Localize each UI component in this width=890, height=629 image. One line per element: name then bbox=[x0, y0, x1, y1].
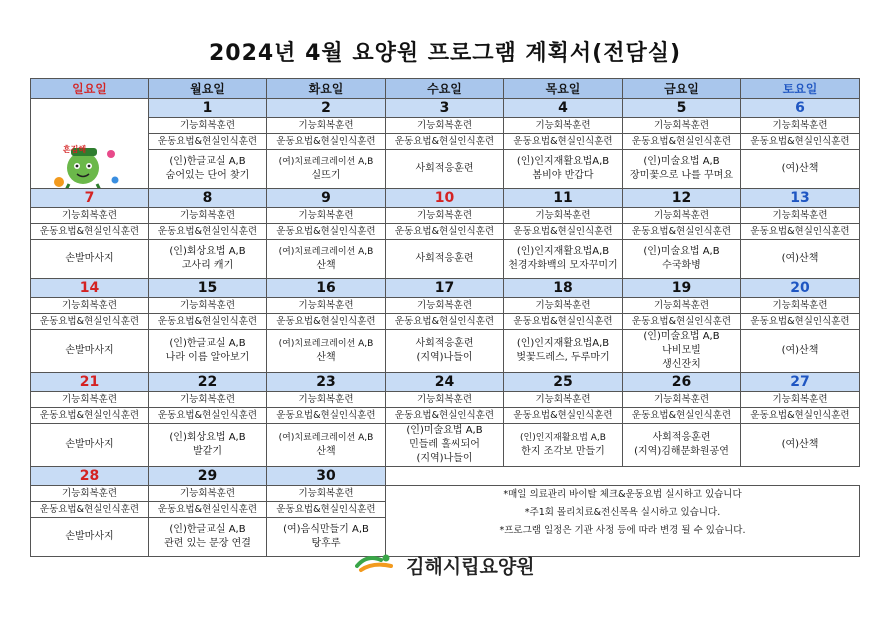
activity-cell bbox=[149, 240, 267, 279]
week-program-row bbox=[31, 486, 860, 502]
program-function-recovery: 기능회복훈련 bbox=[267, 486, 386, 502]
activity-cell bbox=[149, 518, 267, 557]
program-function-recovery: 기능회복훈련 bbox=[149, 118, 267, 134]
activity-line: (지역)김해문화원공연 bbox=[634, 446, 729, 457]
program-exercise-therapy: 운동요법&현실인식훈련 bbox=[31, 502, 149, 518]
activity-line: 손발마사지 bbox=[65, 531, 114, 542]
date-number: 21 bbox=[31, 373, 149, 392]
week-program-row bbox=[31, 408, 860, 424]
date-number: 8 bbox=[149, 189, 267, 208]
week-date-row bbox=[31, 279, 860, 298]
program-exercise-therapy: 운동요법&현실인식훈련 bbox=[267, 408, 386, 424]
program-function-recovery: 기능회복훈련 bbox=[149, 298, 267, 314]
activity-line: 수국화병 bbox=[662, 260, 701, 271]
activity-cell bbox=[267, 150, 386, 189]
program-exercise-therapy: 운동요법&현실인식훈련 bbox=[267, 502, 386, 518]
notes-header-blank bbox=[386, 467, 860, 486]
weekday-friday: 금요일 bbox=[623, 79, 741, 99]
activity-cell bbox=[31, 240, 149, 279]
activity-line: 사회적응훈련 bbox=[415, 253, 474, 264]
gimhae-city-logo-icon bbox=[355, 552, 395, 579]
note-line: *주1회 몰리치료&전신목욕 실시하고 있습니다. bbox=[524, 507, 721, 518]
activity-cell bbox=[623, 240, 741, 279]
date-number: 1 bbox=[149, 99, 267, 118]
activity-line: 사회적응훈련 bbox=[415, 338, 474, 349]
program-function-recovery: 기능회복훈련 bbox=[623, 298, 741, 314]
program-exercise-therapy: 운동요법&현실인식훈련 bbox=[623, 224, 741, 240]
activity-cell bbox=[504, 424, 623, 467]
activity-line: (여)산책 bbox=[781, 163, 819, 174]
week-program-row bbox=[31, 314, 860, 330]
program-exercise-therapy: 운동요법&현실인식훈련 bbox=[386, 314, 504, 330]
program-exercise-therapy: 운동요법&현실인식훈련 bbox=[149, 502, 267, 518]
date-number: 11 bbox=[504, 189, 623, 208]
date-number: 10 bbox=[386, 189, 504, 208]
note-line: *매일 의료관리 바이탈 체크&운동요법 실시하고 있습니다 bbox=[503, 489, 742, 500]
date-number: 13 bbox=[741, 189, 860, 208]
week-program-row bbox=[31, 134, 860, 150]
activity-cell bbox=[267, 424, 386, 467]
weekday-monday: 월요일 bbox=[149, 79, 267, 99]
activity-line: 탕후루 bbox=[311, 538, 341, 549]
date-number: 2 bbox=[267, 99, 386, 118]
activity-cell bbox=[386, 424, 504, 467]
program-function-recovery: 기능회복훈련 bbox=[741, 118, 860, 134]
week-program-row bbox=[31, 298, 860, 314]
activity-cell bbox=[741, 424, 860, 467]
program-function-recovery: 기능회복훈련 bbox=[741, 208, 860, 224]
activity-line: (여)산책 bbox=[781, 439, 819, 450]
program-exercise-therapy: 운동요법&현실인식훈련 bbox=[31, 224, 149, 240]
activity-cell bbox=[504, 150, 623, 189]
program-exercise-therapy: 운동요법&현실인식훈련 bbox=[149, 408, 267, 424]
program-exercise-therapy: 운동요법&현실인식훈련 bbox=[31, 408, 149, 424]
activity-line: 한지 조각보 만들기 bbox=[521, 446, 605, 457]
activity-line: (인)한글교실 A,B bbox=[169, 156, 246, 167]
program-exercise-therapy: 운동요법&현실인식훈련 bbox=[623, 408, 741, 424]
activity-line: (인)회상요법 A,B bbox=[169, 432, 246, 443]
activity-cell bbox=[149, 424, 267, 467]
program-exercise-therapy: 운동요법&현실인식훈련 bbox=[504, 408, 623, 424]
program-function-recovery: 기능회복훈련 bbox=[741, 298, 860, 314]
date-number: 5 bbox=[623, 99, 741, 118]
program-exercise-therapy: 운동요법&현실인식훈련 bbox=[31, 314, 149, 330]
date-number: 20 bbox=[741, 279, 860, 298]
week-program-row bbox=[31, 224, 860, 240]
activity-cell bbox=[31, 518, 149, 557]
program-exercise-therapy: 운동요법&현실인식훈련 bbox=[386, 134, 504, 150]
program-function-recovery: 기능회복훈련 bbox=[623, 118, 741, 134]
program-function-recovery: 기능회복훈련 bbox=[386, 118, 504, 134]
activity-line: 산책 bbox=[316, 446, 336, 457]
notes-cell bbox=[386, 486, 860, 557]
program-exercise-therapy: 운동요법&현실인식훈련 bbox=[267, 134, 386, 150]
activity-line: (인)미술요법 A,B bbox=[406, 425, 483, 436]
activity-line: (인)인지재활요법 A,B bbox=[520, 433, 606, 443]
program-function-recovery: 기능회복훈련 bbox=[149, 392, 267, 408]
program-exercise-therapy: 운동요법&현실인식훈련 bbox=[386, 224, 504, 240]
date-number: 19 bbox=[623, 279, 741, 298]
program-function-recovery: 기능회복훈련 bbox=[504, 118, 623, 134]
program-function-recovery: 기능회복훈련 bbox=[267, 392, 386, 408]
program-exercise-therapy: 운동요법&현실인식훈련 bbox=[504, 314, 623, 330]
program-calendar bbox=[30, 78, 860, 557]
activity-line: 산책 bbox=[316, 260, 336, 271]
activity-line: (여)산책 bbox=[781, 253, 819, 264]
weekday-header-row bbox=[31, 79, 860, 99]
activity-cell bbox=[149, 150, 267, 189]
date-number: 3 bbox=[386, 99, 504, 118]
program-exercise-therapy: 운동요법&현실인식훈련 bbox=[741, 314, 860, 330]
weekday-saturday: 토요일 bbox=[741, 79, 860, 99]
program-function-recovery: 기능회복훈련 bbox=[504, 208, 623, 224]
date-number: 7 bbox=[31, 189, 149, 208]
activity-cell bbox=[741, 240, 860, 279]
date-number: 29 bbox=[149, 467, 267, 486]
activity-line: 손발마사지 bbox=[65, 345, 114, 356]
program-function-recovery: 기능회복훈련 bbox=[386, 208, 504, 224]
activity-line: 생신잔치 bbox=[662, 359, 701, 370]
program-exercise-therapy: 운동요법&현실인식훈련 bbox=[623, 314, 741, 330]
activity-cell bbox=[267, 240, 386, 279]
date-number: 24 bbox=[386, 373, 504, 392]
activity-cell bbox=[386, 240, 504, 279]
note-line: *프로그램 일정은 기관 사정 등에 따라 변경 될 수 있습니다. bbox=[499, 525, 746, 536]
organization-name: 김해시립요양원 bbox=[406, 556, 535, 578]
date-number: 4 bbox=[504, 99, 623, 118]
activity-line: (인)한글교실 A,B bbox=[169, 338, 246, 349]
program-exercise-therapy: 운동요법&현실인식훈련 bbox=[504, 224, 623, 240]
program-function-recovery: 기능회복훈련 bbox=[267, 298, 386, 314]
activity-cell bbox=[267, 330, 386, 373]
activity-line: (여)치료레크레이션 A,B bbox=[278, 247, 374, 257]
program-function-recovery: 기능회복훈련 bbox=[267, 208, 386, 224]
program-function-recovery: 기능회복훈련 bbox=[623, 208, 741, 224]
activity-cell bbox=[623, 330, 741, 373]
date-number: 14 bbox=[31, 279, 149, 298]
weekday-tuesday: 화요일 bbox=[267, 79, 386, 99]
program-function-recovery: 기능회복훈련 bbox=[623, 392, 741, 408]
program-function-recovery: 기능회복훈련 bbox=[504, 298, 623, 314]
week-program-row bbox=[31, 208, 860, 224]
week-program-row bbox=[31, 392, 860, 408]
page-title: 2024년 4월 요양원 프로그램 계획서(전담실) bbox=[208, 41, 682, 66]
activity-line: 산책 bbox=[316, 352, 336, 363]
date-number: 26 bbox=[623, 373, 741, 392]
week-date-row bbox=[31, 189, 860, 208]
program-function-recovery: 기능회복훈련 bbox=[149, 486, 267, 502]
week-date-row bbox=[31, 373, 860, 392]
activity-line: 실뜨기 bbox=[311, 170, 341, 181]
program-function-recovery: 기능회복훈련 bbox=[149, 208, 267, 224]
date-number: 6 bbox=[741, 99, 860, 118]
activity-line: 나비모빌 bbox=[662, 345, 701, 356]
weekday-sunday: 일요일 bbox=[31, 79, 149, 99]
activity-line: 천경자화백의 모자꾸미기 bbox=[508, 260, 618, 271]
activity-line: (인)인지재활요법A,B bbox=[516, 246, 610, 257]
week-date-row bbox=[31, 467, 860, 486]
activity-line: 숨어있는 단어 찾기 bbox=[165, 170, 250, 181]
activity-cell bbox=[31, 424, 149, 467]
activity-cell bbox=[623, 424, 741, 467]
date-number: 23 bbox=[267, 373, 386, 392]
activity-cell bbox=[386, 150, 504, 189]
weekday-wednesday: 수요일 bbox=[386, 79, 504, 99]
week-program-row bbox=[31, 118, 860, 134]
date-number: 27 bbox=[741, 373, 860, 392]
program-exercise-therapy: 운동요법&현실인식훈련 bbox=[149, 224, 267, 240]
program-function-recovery: 기능회복훈련 bbox=[386, 392, 504, 408]
week-activity-row bbox=[31, 150, 860, 189]
program-exercise-therapy: 운동요법&현실인식훈련 bbox=[741, 224, 860, 240]
mascot-logo-cell bbox=[31, 99, 149, 189]
activity-line: 사회적응훈련 bbox=[415, 163, 474, 174]
date-number: 17 bbox=[386, 279, 504, 298]
activity-line: (여)치료레크레이션 A,B bbox=[278, 157, 374, 167]
activity-line: (여)음식만들기 A,B bbox=[283, 524, 369, 535]
activity-line: 손발마사지 bbox=[65, 253, 114, 264]
date-number: 25 bbox=[504, 373, 623, 392]
date-number: 12 bbox=[623, 189, 741, 208]
program-function-recovery: 기능회복훈련 bbox=[267, 118, 386, 134]
activity-cell bbox=[31, 330, 149, 373]
program-exercise-therapy: 운동요법&현실인식훈련 bbox=[149, 314, 267, 330]
program-exercise-therapy: 운동요법&현실인식훈련 bbox=[267, 224, 386, 240]
date-number: 18 bbox=[504, 279, 623, 298]
program-exercise-therapy: 운동요법&현실인식훈련 bbox=[149, 134, 267, 150]
program-exercise-therapy: 운동요법&현실인식훈련 bbox=[741, 134, 860, 150]
week-activity-row bbox=[31, 424, 860, 467]
activity-cell bbox=[504, 330, 623, 373]
activity-line: (인)인지재활요법A,B bbox=[516, 156, 610, 167]
activity-line: (지역)나들이 bbox=[416, 453, 473, 464]
activity-line: (인)미술요법 A,B bbox=[643, 246, 720, 257]
date-number: 22 bbox=[149, 373, 267, 392]
date-number: 15 bbox=[149, 279, 267, 298]
activity-line: 관련 있는 문장 연결 bbox=[164, 538, 251, 549]
program-function-recovery: 기능회복훈련 bbox=[31, 392, 149, 408]
date-number: 30 bbox=[267, 467, 386, 486]
program-function-recovery: 기능회복훈련 bbox=[31, 298, 149, 314]
program-exercise-therapy: 운동요법&현실인식훈련 bbox=[623, 134, 741, 150]
weekday-thursday: 목요일 bbox=[504, 79, 623, 99]
activity-line: (인)한글교실 A,B bbox=[169, 524, 246, 535]
activity-cell bbox=[741, 150, 860, 189]
activity-line: 고사리 캐기 bbox=[181, 260, 234, 271]
activity-line: 나라 이름 알아보기 bbox=[165, 352, 250, 363]
activity-line: 사회적응훈련 bbox=[652, 432, 711, 443]
week-date-row bbox=[31, 99, 860, 118]
activity-cell bbox=[623, 150, 741, 189]
footer bbox=[0, 552, 890, 579]
program-exercise-therapy: 운동요법&현실인식훈련 bbox=[741, 408, 860, 424]
activity-line: 장미꽃으로 나를 꾸며요 bbox=[630, 170, 733, 181]
program-function-recovery: 기능회복훈련 bbox=[504, 392, 623, 408]
mascot-caption: 흔김해 bbox=[62, 145, 87, 154]
activity-line: (여)치료레크레이션 A,B bbox=[278, 433, 374, 443]
activity-line: (인)미술요법 A,B bbox=[643, 331, 720, 342]
program-function-recovery: 기능회복훈련 bbox=[31, 486, 149, 502]
activity-line: 벚꽃드레스, 두루마기 bbox=[516, 352, 610, 363]
activity-line: 봄비야 반갑다 bbox=[532, 170, 594, 181]
date-number: 28 bbox=[31, 467, 149, 486]
activity-line: (인)미술요법 A,B bbox=[643, 156, 720, 167]
date-number: 9 bbox=[267, 189, 386, 208]
program-exercise-therapy: 운동요법&현실인식훈련 bbox=[504, 134, 623, 150]
activity-cell bbox=[741, 330, 860, 373]
program-exercise-therapy: 운동요법&현실인식훈련 bbox=[386, 408, 504, 424]
date-number: 16 bbox=[267, 279, 386, 298]
activity-cell bbox=[386, 330, 504, 373]
activity-line: 손발마사지 bbox=[65, 439, 114, 450]
week-activity-row bbox=[31, 330, 860, 373]
activity-line: (인)회상요법 A,B bbox=[169, 246, 246, 257]
activity-cell bbox=[267, 518, 386, 557]
activity-line: (여)산책 bbox=[781, 345, 819, 356]
activity-line: 민들레 홀씨되어 bbox=[409, 439, 480, 450]
program-function-recovery: 기능회복훈련 bbox=[386, 298, 504, 314]
activity-cell bbox=[504, 240, 623, 279]
activity-line: 발같기 bbox=[193, 446, 222, 457]
program-exercise-therapy: 운동요법&현실인식훈련 bbox=[267, 314, 386, 330]
program-function-recovery: 기능회복훈련 bbox=[741, 392, 860, 408]
activity-cell bbox=[149, 330, 267, 373]
activity-line: (여)치료레크레이션 A,B bbox=[278, 339, 374, 349]
program-function-recovery: 기능회복훈련 bbox=[31, 208, 149, 224]
activity-line: (인)인지재활요법A,B bbox=[516, 338, 610, 349]
activity-line: (지역)나들이 bbox=[416, 352, 473, 363]
week-activity-row bbox=[31, 240, 860, 279]
